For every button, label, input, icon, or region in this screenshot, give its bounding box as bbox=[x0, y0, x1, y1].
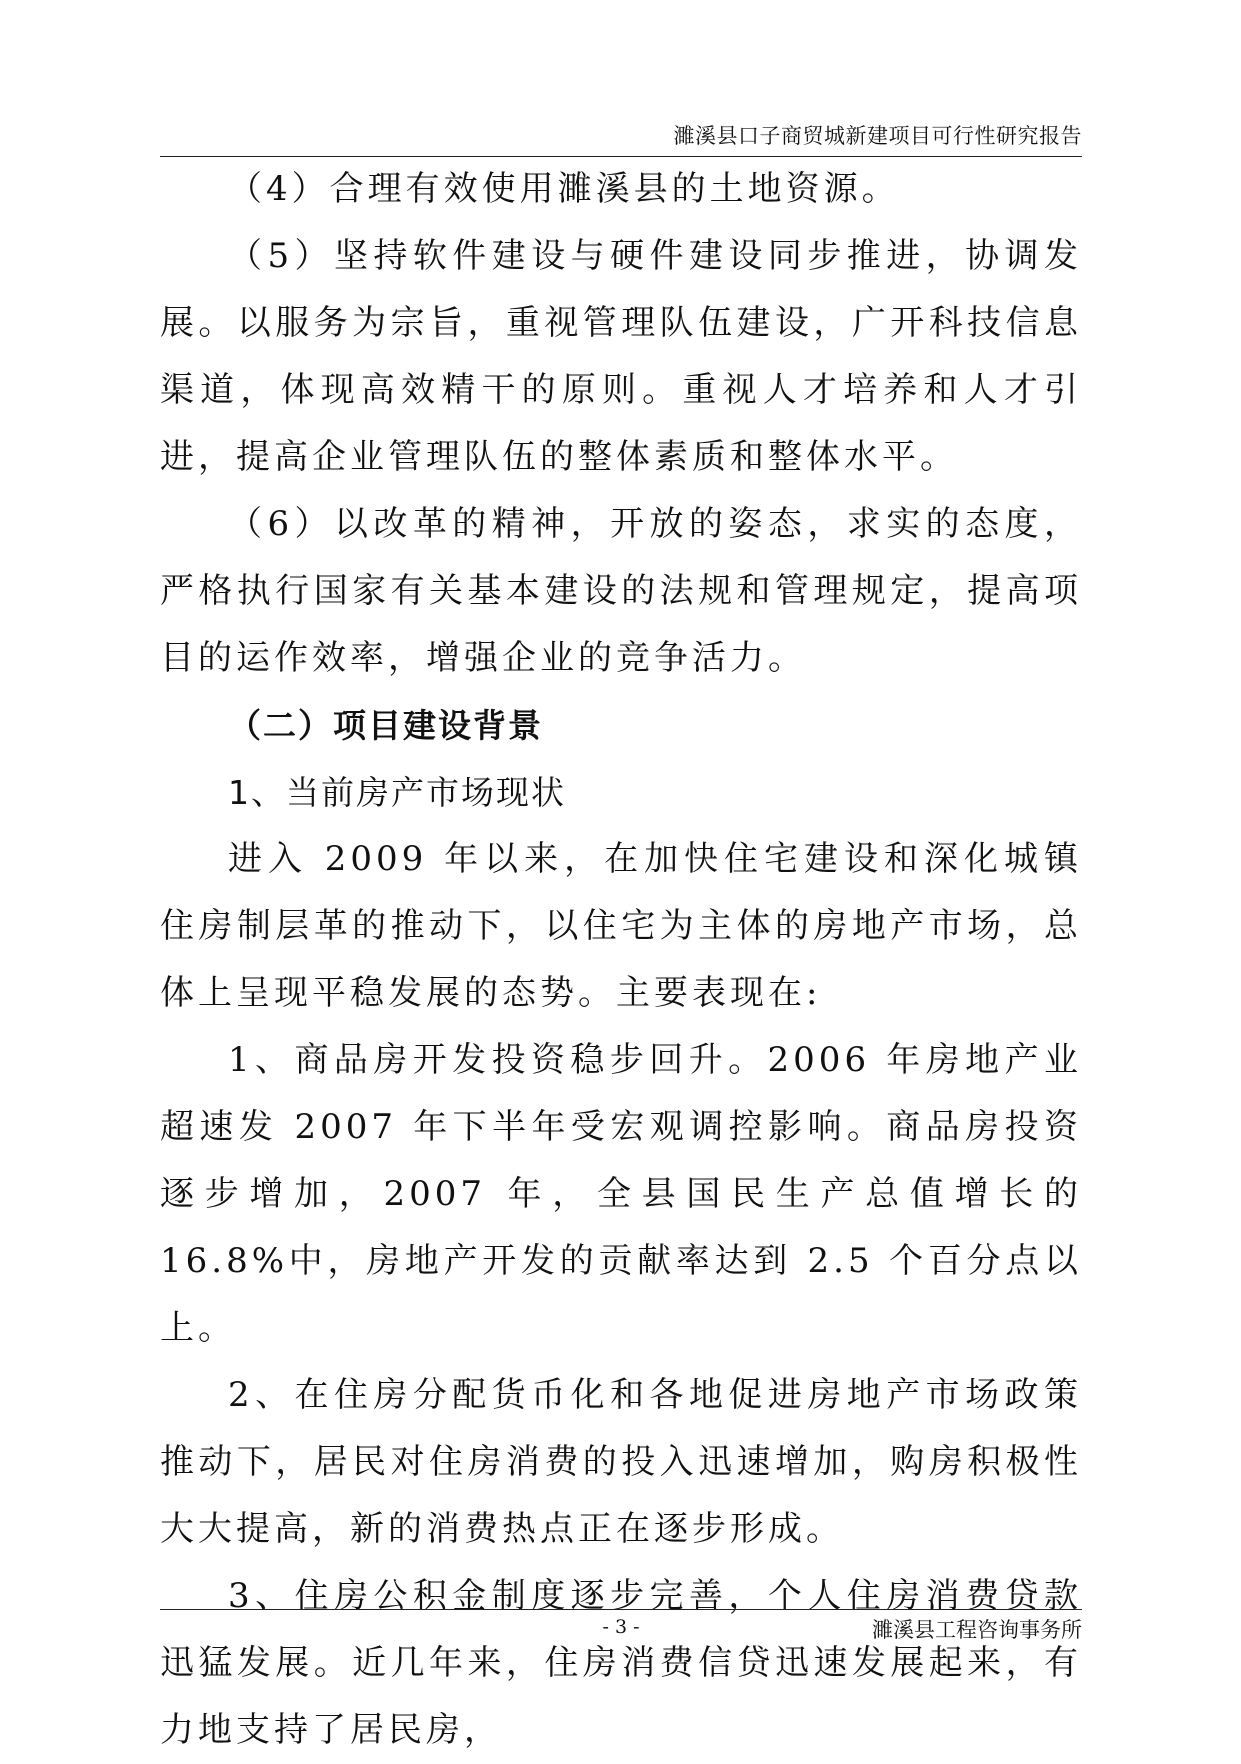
paragraph-point-2: 2、在住房分配货币化和各地促进房地产市场政策推动下，居民对住房消费的投入迅速增加，购房积极性大大提高，新的消费热点正在逐步形成。 bbox=[160, 1375, 1082, 1549]
paragraph-intro: 进入 2009 年以来，在加快住宅建设和深化城镇住房制层革的推动下，以住宅为主体的房地产市场，总体上呈现平稳发展的态势。主要表现在: bbox=[160, 839, 1082, 1013]
paragraph-point-3: 3、住房公积金制度逐步完善，个人住房消费贷款迅猛发展。近几年来，住房消费信贷迅速发展起来，有力地支持了居民房， bbox=[160, 1576, 1082, 1750]
footer-organization: 濉溪县工程咨询事务所 bbox=[872, 1618, 1082, 1642]
page-number: - 3 - bbox=[602, 1616, 640, 1638]
page-footer bbox=[160, 1609, 1082, 1650]
paragraph-item-5: （5）坚持软件建设与硬件建设同步推进，协调发展。以服务为宗旨，重视管理队伍建设，广开科技信息渠道，体现高效精干的原则。重视人才培养和人才引进，提高企业管理队伍的整体素质和整体水平。 bbox=[160, 236, 1082, 477]
subsection-heading: 1、当前房产市场现状 bbox=[228, 773, 566, 812]
header-title: 濉溪县口子商贸城新建项目可行性研究报告 bbox=[673, 124, 1082, 148]
paragraph-item-4: （4）合理有效使用濉溪县的土地资源。 bbox=[228, 169, 900, 209]
document-body bbox=[160, 156, 1082, 1764]
paragraph-point-1: 1、商品房开发投资稳步回升。2006 年房地产业超速发 2007 年下半年受宏观调控影响。商品房投资逐步增加，2007 年，全县国民生产总值增长的 16.8%中，房地产开发的贡献率达到 2.5 个百分点以上。 bbox=[160, 1040, 1082, 1348]
section-heading: （二）项目建设背景 bbox=[228, 706, 543, 745]
page-header bbox=[160, 110, 1082, 157]
paragraph-item-6: （6）以改革的精神，开放的姿态，求实的态度，严格执行国家有关基本建设的法规和管理规定，提高项目的运作效率，增强企业的竞争活力。 bbox=[160, 504, 1082, 678]
